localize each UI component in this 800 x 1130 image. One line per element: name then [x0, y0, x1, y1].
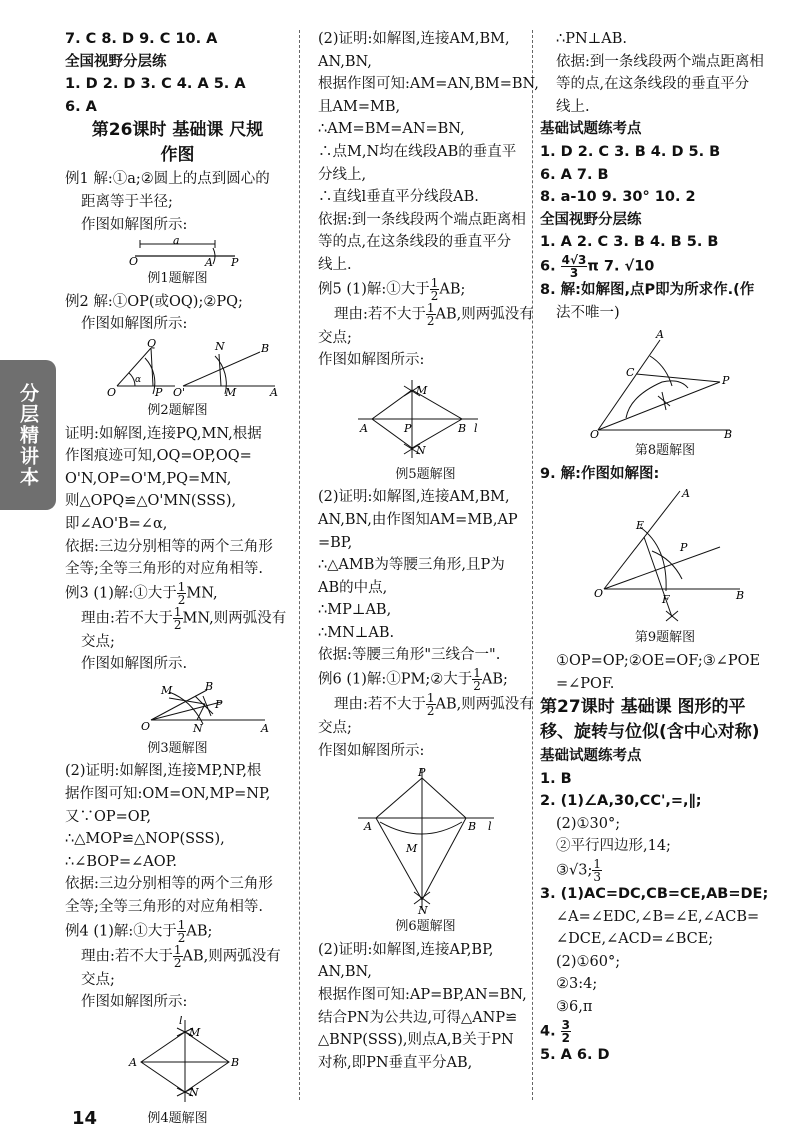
figure-example-2 — [65, 338, 290, 398]
label-a: A — [682, 487, 690, 501]
label-p: P — [404, 421, 412, 435]
answer-line: ②平行四边形,14; — [556, 838, 671, 855]
proof-text: (2)证明:如解图,连接MP,NP,根 — [65, 763, 262, 780]
answer-line: 1. D 2. D 3. C 4. A 5. A — [65, 76, 246, 93]
label-m: M — [416, 383, 428, 397]
example-text: 作图如解图所示: — [318, 352, 425, 369]
example-text: 例2 解:①OP(或OQ);②PQ; — [65, 293, 243, 310]
example-text: 作图如解图所示: — [81, 316, 188, 333]
label-l: l — [179, 1015, 183, 1027]
proof-text: AN,BN,由作图知AM=MB,AP — [318, 511, 518, 528]
figure-question-9 — [540, 487, 790, 625]
proof-text: ∴AM=BM=AN=BN, — [318, 121, 465, 138]
proof-text: 根据作图可知:AP=BP,AN=BN, — [318, 987, 527, 1004]
figure-caption: 第9题解图 — [634, 630, 696, 646]
proof-text: 又∵OP=OP, — [65, 808, 152, 825]
lesson-heading: 作图 — [160, 145, 195, 166]
answer-line: ∠DCE,∠ACD=∠BCE; — [556, 931, 714, 948]
label-p: P — [231, 256, 239, 267]
label-p: P — [418, 766, 426, 780]
answer-line: 6. $\frac{4√3}{3}$ π 7. √10 — [540, 252, 655, 280]
proof-text: 全等;全等三角形的对应角相等. — [65, 561, 263, 578]
proof-text: 据作图可知:OM=ON,MP=NP, — [65, 786, 271, 803]
figure-caption: 例4题解图 — [147, 1110, 208, 1126]
proof-text: 分线上, — [318, 166, 367, 183]
label-a: A — [270, 385, 278, 398]
figure-caption: 例3题解图 — [147, 740, 208, 756]
label-n: N — [189, 1085, 199, 1099]
example-text: 作图如解图所示: — [318, 742, 425, 759]
label-l: l — [474, 421, 478, 435]
proof-text: 根据作图可知:AM=AN,BM=BN, — [318, 76, 539, 93]
answer-line: 6. A 7. B — [540, 166, 609, 183]
example-text: 例5 (1)解:①大于 $\frac{1}{2}$ AB; — [318, 275, 466, 303]
label-n: N — [418, 904, 428, 915]
label-b: B — [231, 1055, 240, 1069]
figure-example-1 — [65, 238, 290, 266]
side-tab: 分层精讲本 — [0, 360, 56, 510]
answer-line: 1. D 2. C 3. B 4. D 5. B — [540, 143, 721, 160]
label-l: l — [488, 820, 492, 834]
label-p: P — [680, 541, 688, 555]
figure-caption: 例1题解图 — [147, 271, 208, 287]
label-a: A — [261, 721, 269, 735]
example-text: 交点; — [318, 720, 352, 737]
answer-line: ②3:4; — [556, 976, 598, 993]
example-text: 作图如解图所示: — [81, 216, 188, 233]
proof-text: 结合PN为公共边,可得△ANP≌ — [318, 1009, 518, 1026]
column-left — [65, 28, 290, 1130]
label-n: N — [193, 721, 203, 735]
label-m: M — [406, 842, 418, 856]
label-a: A — [129, 1055, 137, 1069]
label-b: B — [468, 820, 477, 834]
answer-line: 2. (1)∠A,30,CC',=,∥; — [540, 793, 702, 810]
label-p: P — [722, 374, 730, 388]
label-b: B — [458, 421, 467, 435]
label-a: a — [173, 238, 180, 248]
answer-line: 9. 解:作图如解图: — [540, 465, 660, 482]
answer-line: 6. A — [65, 98, 97, 115]
column-middle — [318, 28, 539, 1074]
label-o: O — [594, 587, 604, 601]
proof-text: (2)证明:如解图,连接AP,BP, — [318, 941, 494, 958]
column-divider — [299, 30, 300, 1100]
lesson-heading: 第26课时 基础课 尺规 — [91, 120, 264, 141]
label-m: M — [189, 1025, 201, 1039]
proof-text: 等的点,在这条线段的垂直平分 — [556, 76, 750, 93]
label-a: A — [656, 328, 664, 342]
section-heading: 全国视野分层练 — [65, 53, 167, 70]
example-text: 例6 (1)解:①PM;②大于 $\frac{1}{2}$ AB; — [318, 666, 508, 694]
figure-example-4 — [65, 1016, 290, 1106]
proof-text: 作图痕迹可知,OQ=OP,OQ= — [65, 448, 252, 465]
example-text: 交点; — [81, 971, 115, 988]
proof-text: AN,BN, — [318, 53, 372, 70]
figure-caption: 例6题解图 — [395, 919, 456, 935]
proof-text: 依据:到一条线段两个端点距离相 — [318, 211, 526, 228]
answer-line: (2)①60°; — [556, 953, 621, 970]
section-heading: 基础试题练考点 — [540, 121, 642, 138]
proof-text: ∴直线l垂直平分线段AB. — [318, 189, 479, 206]
section-heading: 全国视野分层练 — [540, 211, 642, 228]
page-number: 14 — [72, 1108, 98, 1129]
proof-text: 则△OPQ≌△O'MN(SSS), — [65, 493, 237, 510]
answer-line: 法不唯一) — [556, 304, 620, 321]
proof-text: =BP, — [318, 534, 353, 551]
example-text: 作图如解图所示: — [81, 994, 188, 1011]
proof-text: 对称,即PN垂直平分AB, — [318, 1054, 473, 1071]
label-f: F — [662, 593, 670, 607]
label-o: O — [590, 428, 600, 439]
proof-text: O'N,OP=O'M,PQ=MN, — [65, 470, 232, 487]
answer-line: ③6,π — [556, 999, 593, 1016]
answer-line: =∠POF. — [556, 675, 615, 692]
label-m: M — [225, 385, 237, 398]
example-text: 交点; — [81, 633, 115, 650]
label-n: N — [416, 443, 426, 457]
proof-text: 依据:三边分别相等的两个三角形 — [65, 876, 273, 893]
example-text: 例3 (1)解:①大于 $\frac{1}{2}$ MN, — [65, 579, 218, 607]
label-o: O — [107, 385, 117, 398]
answer-line: 1. B — [540, 770, 572, 787]
example-text: 例4 (1)解:①大于 $\frac{1}{2}$ AB; — [65, 917, 213, 945]
column-right — [540, 28, 790, 1066]
proof-text: ∴∠BOP=∠AOP. — [65, 853, 178, 870]
proof-text: 依据:到一条线段两个端点距离相 — [556, 53, 764, 70]
example-text: 例1 解:①a;②圆上的点到圆心的 — [65, 171, 270, 188]
proof-text: 证明:如解图,连接PQ,MN,根据 — [65, 425, 262, 442]
proof-text: AN,BN, — [318, 964, 372, 981]
label-q: Q — [147, 337, 157, 350]
answer-line: 3. (1)AC=DC,CB=CE,AB=DE; — [540, 886, 769, 903]
example-text: 理由:若不大于 $\frac{1}{2}$ AB,则两弧没有 — [334, 300, 534, 328]
proof-text: AB的中点, — [318, 579, 388, 596]
answer-line: (2)①30°; — [556, 815, 621, 832]
example-text: 交点; — [318, 329, 352, 346]
proof-text: 线上. — [556, 98, 590, 115]
proof-text: △BNP(SSS),则点A,B关于PN — [318, 1032, 514, 1049]
label-b: B — [724, 428, 733, 439]
answer-line: 4. $\frac{3}{2}$ — [540, 1017, 571, 1045]
label-o: O — [129, 255, 139, 267]
proof-text: (2)证明:如解图,连接AM,BM, — [318, 489, 510, 506]
lesson-heading: 第27课时 基础课 图形的平 — [540, 697, 746, 718]
proof-text: 依据:三边分别相等的两个三角形 — [65, 538, 273, 555]
label-alpha: α — [135, 374, 142, 385]
proof-text: ∴MP⊥AB, — [318, 602, 392, 619]
proof-text: 线上. — [318, 256, 352, 273]
answer-line: 1. A 2. C 3. B 4. B 5. B — [540, 234, 719, 251]
answer-line: 5. A 6. D — [540, 1046, 610, 1063]
figure-caption: 第8题解图 — [634, 443, 696, 459]
proof-text: 等的点,在这条线段的垂直平分 — [318, 234, 512, 251]
label-c: C — [626, 366, 635, 380]
section-heading: 基础试题练考点 — [540, 748, 642, 765]
label-o-prime: O' — [173, 385, 186, 398]
example-text: 理由:若不大于 $\frac{1}{2}$ MN,则两弧没有 — [81, 604, 287, 632]
label-b: B — [205, 679, 214, 693]
label-b: B — [736, 589, 745, 603]
figure-caption: 例5题解图 — [395, 466, 456, 482]
label-p: P — [155, 385, 163, 398]
answer-line: ③√3; $\frac{1}{3}$ — [556, 857, 601, 885]
figure-question-8 — [540, 326, 790, 438]
proof-text: ∴△AMB为等腰三角形,且P为 — [318, 557, 505, 574]
answer-line: ∠A=∠EDC,∠B=∠E,∠ACB= — [556, 908, 760, 925]
answer-line: ①OP=OP;②OE=OF;③∠POE — [556, 652, 761, 669]
answer-line: 8. a-10 9. 30° 10. 2 — [540, 189, 696, 206]
proof-text: 且AM=MB, — [318, 98, 401, 115]
label-n: N — [215, 339, 225, 353]
figure-example-3 — [65, 678, 290, 736]
label-o: O — [141, 719, 151, 733]
lesson-heading: 移、旋转与位似(含中心对称) — [540, 722, 760, 743]
example-text: 理由:若不大于 $\frac{1}{2}$ AB,则两弧没有 — [81, 942, 281, 970]
proof-text: ∴点M,N均在线段AB的垂直平 — [318, 143, 517, 160]
label-e: E — [636, 519, 645, 533]
label-a: A — [360, 421, 368, 435]
proof-text: ∴MN⊥AB. — [318, 624, 395, 641]
label-m: M — [161, 683, 173, 697]
proof-text: 全等;全等三角形的对应角相等. — [65, 899, 263, 916]
proof-text: ∴△MOP≌△NOP(SSS), — [65, 831, 225, 848]
figure-example-6 — [318, 764, 533, 914]
proof-text: 依据:等腰三角形"三线合一". — [318, 647, 501, 664]
answer-line: 7. C 8. D 9. C 10. A — [65, 31, 218, 47]
example-text: 理由:若不大于 $\frac{1}{2}$ AB,则两弧没有 — [334, 691, 534, 719]
proof-text: (2)证明:如解图,连接AM,BM, — [318, 31, 510, 47]
example-text: 距离等于半径; — [81, 193, 173, 210]
example-text: 作图如解图所示. — [81, 656, 188, 673]
label-a: A — [205, 256, 213, 267]
label-p: P — [215, 697, 223, 711]
figure-example-5 — [318, 374, 533, 462]
figure-caption: 例2题解图 — [147, 402, 208, 418]
answer-line: 8. 解:如解图,点P即为所求作.(作 — [540, 281, 755, 298]
label-b: B — [261, 341, 270, 355]
proof-text: ∴PN⊥AB. — [556, 31, 628, 47]
proof-text: 即∠AO'B=∠α, — [65, 515, 168, 532]
label-a: A — [364, 820, 372, 834]
